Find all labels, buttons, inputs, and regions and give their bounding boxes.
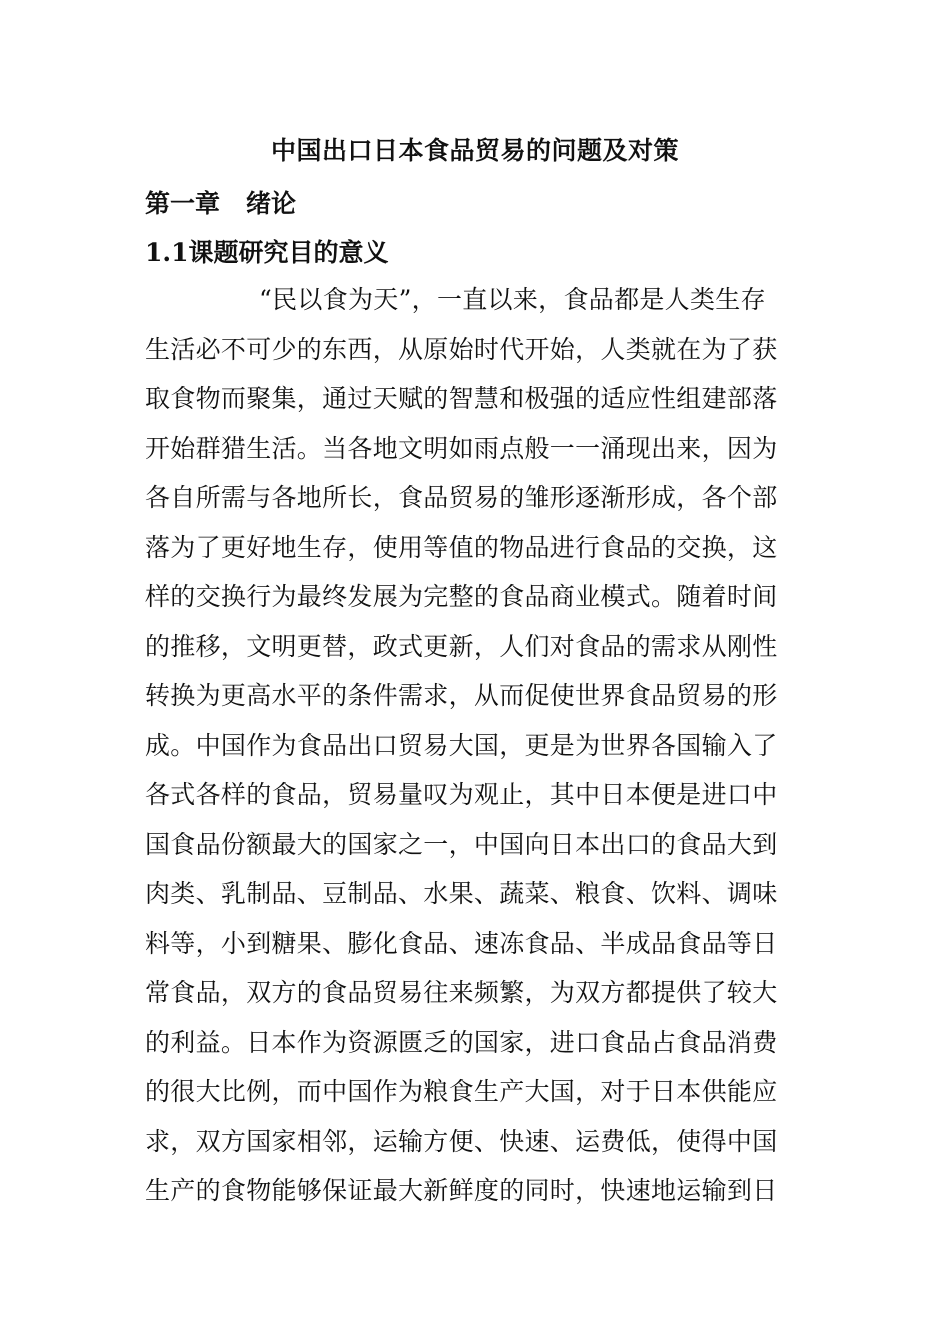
paragraph-line: 国食品份额最大的国家之一，中国向日本出口的食品大到: [145, 829, 778, 859]
paragraph-line: 肉类、乳制品、豆制品、水果、蔬菜、粮食、饮料、调味: [145, 879, 778, 908]
chapter-number: 第一章: [145, 189, 221, 218]
paragraph-line: 的很大比例，而中国作为粮食生产大国，对于日本供能应: [145, 1077, 778, 1106]
paragraph-line: 的利益。日本作为资源匮乏的国家，进口食品占食品消费: [145, 1027, 778, 1057]
paragraph-line: 各自所需与各地所长，食品贸易的雏形逐渐形成，各个部: [145, 483, 778, 512]
paragraph-line: 落为了更好地生存，使用等值的物品进行食品的交换，这: [145, 532, 778, 562]
chapter-name: 绪论: [246, 189, 297, 218]
paragraph-line: 开始群猎生活。当各地文明如雨点般一一涌现出来，因为: [145, 433, 778, 463]
section-heading: 1.1课题研究目的意义: [145, 238, 389, 267]
paragraph-line: 生产的食物能够保证最大新鲜度的同时，快速地运输到日: [145, 1176, 778, 1205]
paragraph-line: 料等，小到糖果、膨化食品、速冻食品、半成品食品等日: [145, 928, 778, 958]
document-title: 中国出口日本食品贸易的问题及对策: [270, 136, 679, 165]
paragraph-line: 成。中国作为食品出口贸易大国，更是为世界各国输入了: [145, 730, 778, 760]
paragraph-line: 求，双方国家相邻，运输方便、快速、运费低，使得中国: [145, 1126, 778, 1156]
paragraph-line: 生活必不可少的东西，从原始时代开始，人类就在为了获: [145, 334, 778, 364]
body-paragraph: [145, 280, 825, 1221]
paragraph-line: 取食物而聚集，通过天赋的智慧和极强的适应性组建部落: [145, 384, 778, 413]
paragraph-line: 常食品，双方的食品贸易往来频繁，为双方都提供了较大: [145, 978, 778, 1007]
paragraph-line: 转换为更高水平的条件需求，从而促使世界食品贸易的形: [145, 681, 778, 710]
chapter-heading: [145, 184, 296, 224]
paragraph-line: 的推移，文明更替，政式更新，人们对食品的需求从刚性: [145, 631, 778, 661]
paragraph-line: 样的交换行为最终发展为完整的食品商业模式。随着时间: [145, 582, 778, 611]
paragraph-line: 各式各样的食品，贸易量叹为观止，其中日本便是进口中: [145, 780, 778, 809]
paragraph-line: “民以食为天”，一直以来，食品都是人类生存: [259, 285, 766, 314]
